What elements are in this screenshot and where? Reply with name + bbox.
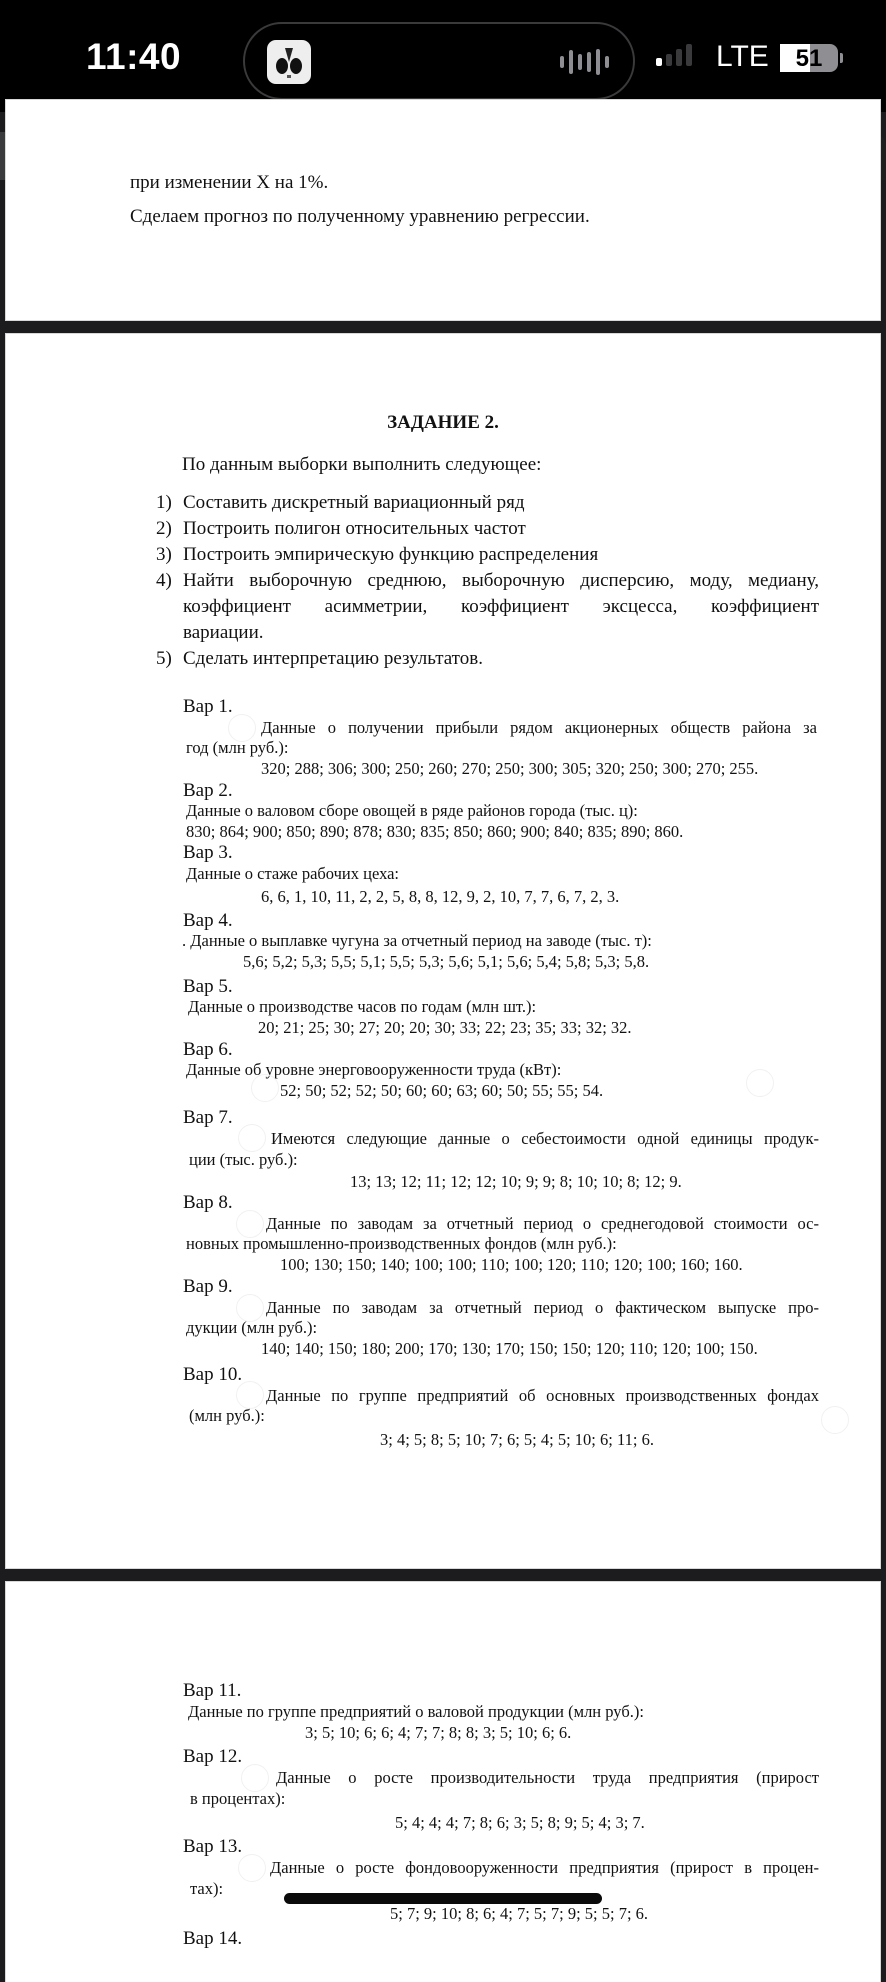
task-num-2: 2) — [156, 518, 172, 539]
task-num-5: 5) — [156, 648, 172, 669]
variant-desc-5: Данные о производстве часов по годам (млн шт.): — [188, 997, 537, 1016]
status-bar — [0, 0, 886, 112]
scan-artifact — [251, 1074, 279, 1102]
variant-label-9: Вар 9. — [183, 1276, 233, 1297]
variant-label-11: Вар 11. — [183, 1680, 242, 1701]
dynamic-island[interactable] — [243, 22, 635, 100]
network-type: LTE — [716, 40, 769, 73]
variant-label-12: Вар 12. — [183, 1746, 243, 1767]
home-indicator[interactable] — [284, 1893, 602, 1904]
variant-desc-13: Данные о росте фондовооруженности предприятия (прирост в процен- — [270, 1858, 819, 1877]
variant-label-8: Вар 8. — [183, 1192, 233, 1213]
variant-data-9: 140; 140; 150; 180; 200; 170; 130; 170; 150; 150; 120; 110; 120; 100; 150. — [261, 1339, 758, 1358]
variant-data-11: 3; 5; 10; 6; 6; 4; 7; 7; 8; 8; 3; 5; 10; 6; 6. — [305, 1723, 572, 1742]
task-num-1: 1) — [156, 492, 172, 513]
cellular-signal-icon — [656, 44, 692, 66]
variant-data-5: 20; 21; 25; 30; 27; 20; 20; 30; 33; 22; 23; 35; 33; 32; 32. — [258, 1018, 632, 1037]
variant-desc-7: Имеются следующие данные о себестоимости одной единицы продук- — [271, 1129, 819, 1148]
variant-data-3: 6, 6, 1, 10, 11, 2, 2, 5, 8, 8, 12, 9, 2, 10, 7, 7, 6, 7, 2, 3. — [261, 887, 620, 906]
variant-data-6: 52; 50; 52; 52; 50; 60; 60; 63; 60; 50; 55; 55; 54. — [280, 1081, 604, 1100]
page1-cut-line: при изменении X на 1%. — [130, 172, 329, 193]
clock: 11:40 — [86, 36, 182, 77]
task-item-4: Найти выборочную среднюю, выборочную дисперсию, моду, медиану, — [183, 570, 819, 591]
variant-label-7: Вар 7. — [183, 1107, 233, 1128]
variant-desc-12: Данные о росте производительности труда предприятия (прирост — [276, 1768, 819, 1787]
variant-label-5: Вар 5. — [183, 976, 233, 997]
variant-desc-4: . Данные о выплавке чугуна за отчетный период на заводе (тыс. т): — [182, 931, 652, 950]
variant-label-13: Вар 13. — [183, 1836, 243, 1857]
task-item-5: Сделать интерпретацию результатов. — [183, 648, 483, 669]
variant-data-1: 320; 288; 306; 300; 250; 260; 270; 250; 300; 305; 320; 250; 300; 270; 255. — [261, 759, 759, 778]
scan-artifact — [236, 1381, 264, 1409]
task-item-4-cont: коэффициент асимметрии, коэффициент эксцесса, коэффициент — [183, 596, 819, 617]
battery-icon — [780, 44, 838, 72]
pdf-page-2 — [6, 334, 880, 1568]
task-num-4: 4) — [156, 570, 172, 591]
variant-desc-6: Данные об уровне энерговооруженности труда (кВт): — [186, 1060, 562, 1079]
scan-artifact — [238, 1124, 266, 1152]
task-item-4-cont2: вариации. — [183, 622, 264, 643]
variant-label-3: Вар 3. — [183, 842, 233, 863]
variant-desc-1b: год (млн руб.): — [186, 738, 289, 757]
task-num-3: 3) — [156, 544, 172, 565]
pdf-viewer[interactable] — [0, 172, 886, 1949]
variant-desc-3: Данные о стаже рабочих цеха: — [186, 864, 400, 883]
variant-desc-10b: (млн руб.): — [189, 1406, 265, 1425]
variant-data-7: 13; 13; 12; 11; 12; 12; 10; 9; 9; 8; 10; 10; 8; 12; 9. — [350, 1172, 682, 1191]
variant-desc-10: Данные по группе предприятий об основных производственных фондах — [266, 1386, 819, 1405]
variant-label-2: Вар 2. — [183, 780, 233, 801]
variant-desc-13b: тах): — [190, 1879, 224, 1898]
task-item-2: Построить полигон относительных частот — [183, 518, 526, 539]
task-heading: ЗАДАНИЕ 2. — [387, 412, 499, 433]
audio-waveform-icon — [560, 48, 609, 76]
variant-label-14: Вар 14. — [183, 1928, 243, 1949]
battery-percent: 51 — [795, 45, 823, 72]
shazam-like-app-icon[interactable] — [267, 40, 311, 84]
variant-data-4: 5,6; 5,2; 5,3; 5,5; 5,1; 5,5; 5,3; 5,6; 5,1; 5,6; 5,4; 5,8; 5,3; 5,8. — [243, 952, 650, 971]
scan-artifact — [746, 1069, 774, 1097]
scan-artifact — [238, 1854, 266, 1882]
task-item-1: Составить дискретный вариационный ряд — [183, 492, 525, 513]
variant-desc-9: Данные по заводам за отчетный период о фактическом выпуске про- — [266, 1298, 819, 1317]
variant-data-10: 3; 4; 5; 8; 5; 10; 7; 6; 5; 4; 5; 10; 6; 11; 6. — [380, 1430, 654, 1449]
variant-desc-12b: в процентах): — [190, 1789, 286, 1808]
task-intro: По данным выборки выполнить следующее: — [182, 454, 542, 475]
pdf-page-3 — [6, 1582, 880, 1982]
variant-data-12: 5; 4; 4; 4; 7; 8; 6; 3; 5; 8; 9; 5; 4; 3; 7. — [395, 1813, 645, 1832]
variant-desc-1: Данные о получении прибыли рядом акционерных обществ района за — [261, 718, 817, 737]
scan-artifact — [241, 1764, 269, 1792]
scan-artifact — [821, 1406, 849, 1434]
variant-desc-9b: дукции (млн руб.): — [186, 1318, 318, 1337]
variant-data-2: 830; 864; 900; 850; 890; 878; 830; 835; 850; 860; 900; 840; 835; 890; 860. — [186, 822, 684, 841]
variant-data-13: 5; 7; 9; 10; 8; 6; 4; 7; 5; 7; 9; 5; 5; 7; 6. — [390, 1904, 649, 1923]
variant-desc-8b: новных промышленно-производственных фондов (млн руб.): — [186, 1234, 617, 1253]
variant-label-6: Вар 6. — [183, 1039, 233, 1060]
variant-label-1: Вар 1. — [183, 696, 233, 717]
pdf-page-1 — [6, 100, 880, 320]
variant-desc-8: Данные по заводам за отчетный период о среднегодовой стоимости ос- — [266, 1214, 819, 1233]
battery-tip — [840, 53, 843, 63]
variant-desc-11: Данные по группе предприятий о валовой продукции (млн руб.): — [188, 1702, 644, 1721]
task-item-3: Построить эмпирическую функцию распределения — [183, 544, 599, 565]
variant-label-4: Вар 4. — [183, 910, 233, 931]
page1-text: Сделаем прогноз по полученному уравнению регрессии. — [130, 206, 590, 227]
variant-data-8: 100; 130; 150; 140; 100; 100; 110; 100; 120; 110; 120; 100; 160; 160. — [280, 1255, 743, 1274]
variant-desc-7b: ции (тыс. руб.): — [189, 1150, 298, 1169]
variant-desc-2: Данные о валовом сборе овощей в ряде районов города (тыс. ц): — [186, 801, 638, 820]
variant-label-10: Вар 10. — [183, 1364, 243, 1385]
